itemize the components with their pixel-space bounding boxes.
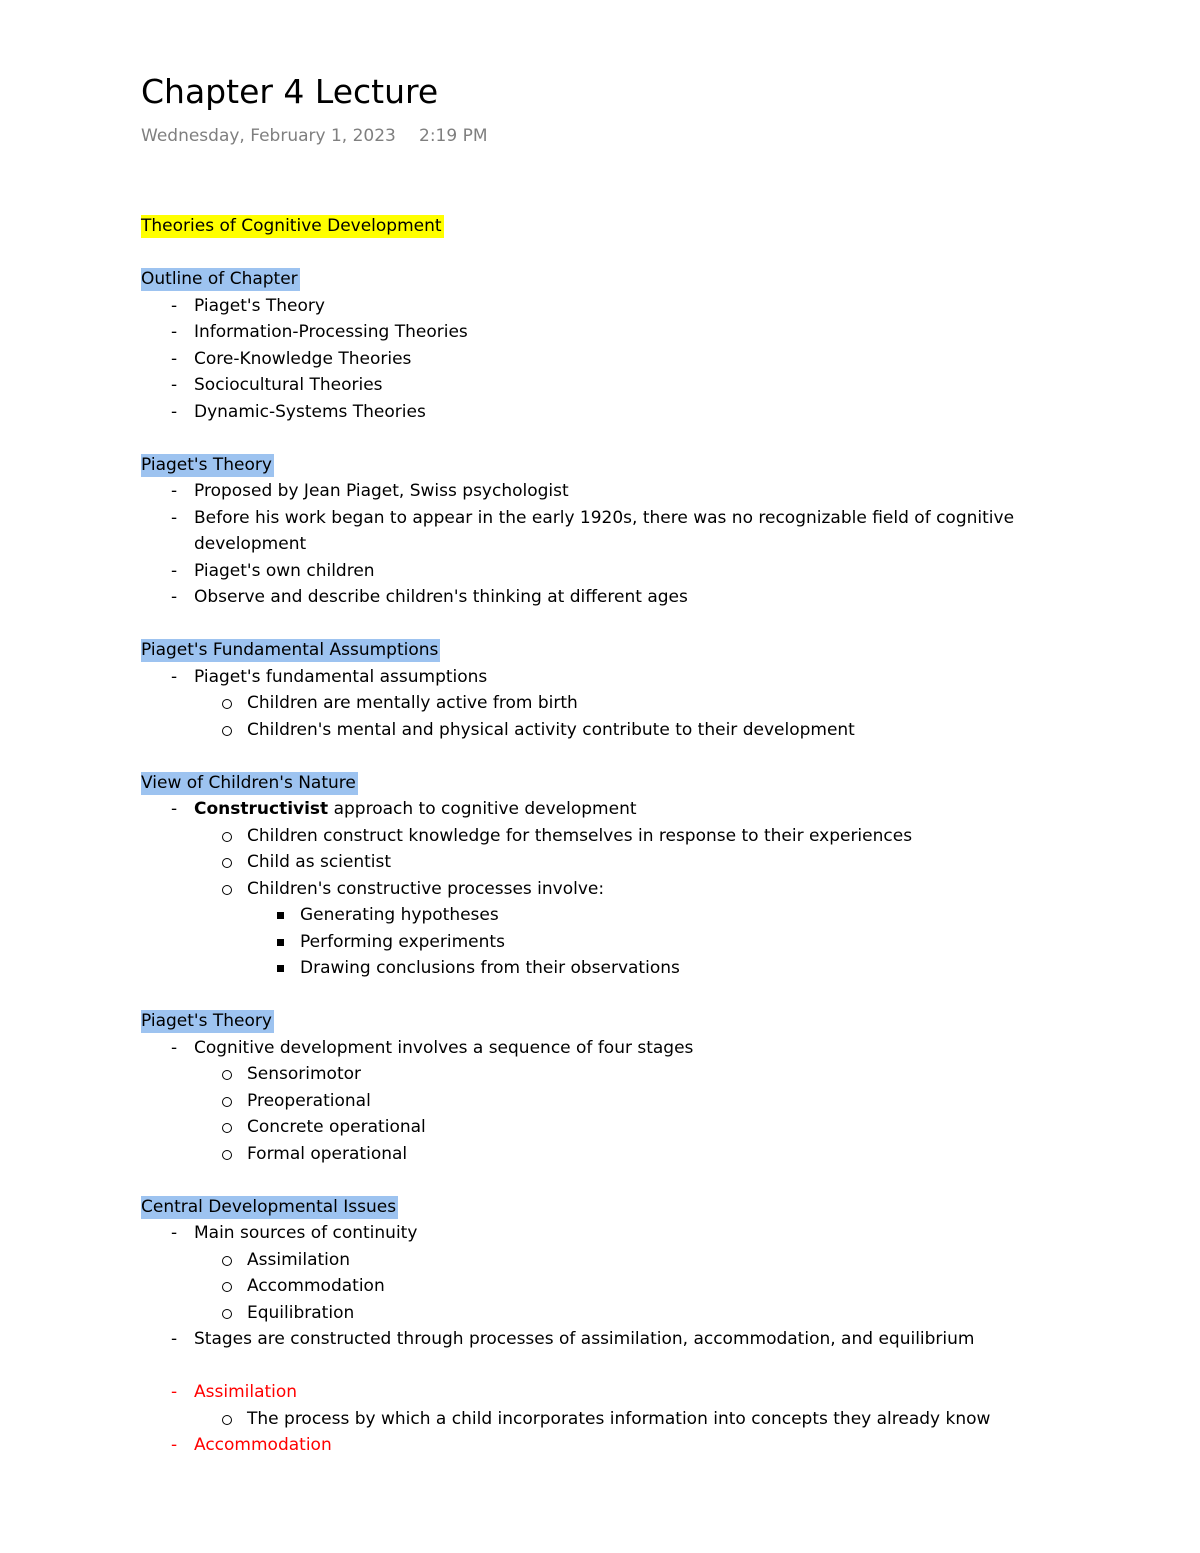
list-item-text: Sensorimotor: [247, 1064, 362, 1084]
list-item-text: Piaget's fundamental assumptions: [194, 666, 488, 687]
section-heading-theories: [141, 213, 1171, 240]
circle-bullet-icon: [222, 1150, 232, 1160]
list-item: [141, 346, 1171, 373]
sub-list-item: [141, 876, 1171, 903]
list-item: [141, 1035, 1171, 1062]
sub-sub-list-item: [141, 955, 1171, 982]
circle-bullet-icon: [222, 1070, 232, 1080]
list-item-text: Children's constructive processes involve:: [247, 878, 605, 899]
sub-list-item: [141, 690, 1171, 717]
section-heading-nature: [141, 770, 1171, 797]
circle-bullet-icon: [222, 726, 232, 736]
section-heading-piaget-theory: [141, 452, 1171, 479]
square-bullet-icon: [277, 965, 284, 972]
dash-marker: -: [171, 348, 178, 369]
sub-list-item: [141, 1114, 1171, 1141]
list-item-text: approach to cognitive development: [328, 799, 637, 819]
circle-bullet-icon: [222, 1282, 232, 1292]
spacer: [141, 1167, 1171, 1194]
dash-marker: -: [171, 560, 178, 581]
list-item: [141, 664, 1171, 691]
section-heading-piaget-stages: [141, 1008, 1171, 1035]
spacer: [141, 611, 1171, 638]
sub-list-item: [141, 849, 1171, 876]
page-time: 2:19 PM: [419, 126, 488, 146]
dash-marker: -: [171, 401, 178, 422]
list-item-text: Generating hypotheses: [300, 905, 499, 925]
heading-text: Theories of Cognitive Development: [141, 216, 442, 236]
heading-text: Piaget's Theory: [141, 1011, 272, 1031]
circle-bullet-icon: [222, 1415, 232, 1425]
list-item: [141, 505, 1171, 558]
definition-text: The process by which a child incorporates information into concepts they already know: [247, 1408, 991, 1429]
sub-list-item: [141, 1247, 1171, 1274]
sub-list-item: [141, 1273, 1171, 1300]
list-item-text: Before his work began to appear in the early 1920s, there was no recognizable field of cognitive development: [194, 507, 1015, 554]
circle-bullet-icon: [222, 699, 232, 709]
square-bullet-icon: [277, 912, 284, 919]
dash-marker: -: [171, 481, 178, 501]
list-item-text: Preoperational: [247, 1090, 371, 1111]
list-item-text: Main sources of continuity: [194, 1223, 418, 1243]
list-item-text: Information-Processing Theories: [194, 322, 468, 342]
heading-text: Outline of Chapter: [141, 269, 298, 289]
list-item: [141, 399, 1171, 426]
list-item-text: Children construct knowledge for themselves in response to their experiences: [247, 825, 913, 846]
list-item-text: Children are mentally active from birth: [247, 693, 578, 713]
section-heading-central-issues: [141, 1194, 1171, 1221]
sub-list-item: [141, 1406, 1171, 1433]
list-item-text: Stages are constructed through processes of assimilation, accommodation, and equilibrium: [194, 1329, 975, 1349]
section-heading-outline: [141, 266, 1171, 293]
sub-sub-list-item: [141, 929, 1171, 956]
circle-bullet-icon: [222, 885, 232, 895]
list-item-text: Core-Knowledge Theories: [194, 348, 412, 369]
list-item: [141, 478, 1171, 505]
central-issues-list: [141, 1220, 1171, 1353]
nature-list: [141, 796, 1171, 982]
list-item-text: Observe and describe children's thinking at different ages: [194, 587, 688, 607]
list-item-text: Cognitive development involves a sequence of four stages: [194, 1037, 694, 1058]
heading-text: Piaget's Fundamental Assumptions: [141, 640, 439, 660]
list-item: [141, 372, 1171, 399]
list-item-text: Children's mental and physical activity contribute to their development: [247, 719, 855, 740]
dash-marker: -: [171, 1435, 178, 1455]
spacer: [141, 743, 1171, 770]
list-item: [141, 293, 1171, 320]
dash-marker: -: [171, 507, 178, 528]
dash-marker: -: [171, 1223, 178, 1243]
heading-text: Piaget's Theory: [141, 454, 272, 475]
note-content: [141, 213, 1171, 1459]
list-item-red: [141, 1432, 1171, 1459]
stages-list: [141, 1035, 1171, 1168]
sub-list-item: [141, 1061, 1171, 1088]
list-item: [141, 796, 1171, 823]
dash-marker: -: [171, 1037, 178, 1058]
square-bullet-icon: [277, 939, 284, 946]
spacer: [141, 982, 1171, 1009]
circle-bullet-icon: [222, 1097, 232, 1107]
piaget-theory-list: [141, 478, 1171, 611]
sub-list-item: [141, 1088, 1171, 1115]
list-item-red: [141, 1379, 1171, 1406]
list-item: [141, 1220, 1171, 1247]
spacer: [141, 240, 1171, 267]
sub-list-item: [141, 1300, 1171, 1327]
assumptions-list: [141, 664, 1171, 744]
list-item-text: Equilibration: [247, 1302, 355, 1323]
list-item-text: Piaget's Theory: [194, 295, 325, 316]
list-item-text: Proposed by Jean Piaget, Swiss psychologist: [194, 481, 569, 501]
list-item: [141, 558, 1171, 585]
sub-list-item: [141, 1141, 1171, 1168]
dash-marker: -: [171, 375, 178, 395]
dash-marker: -: [171, 799, 178, 819]
page-date: Wednesday, February 1, 2023: [141, 126, 396, 146]
list-item-text: Formal operational: [247, 1143, 408, 1164]
list-item: [141, 1326, 1171, 1353]
circle-bullet-icon: [222, 858, 232, 868]
list-item: [141, 319, 1171, 346]
term-accommodation: Accommodation: [194, 1435, 332, 1455]
list-item-text: Sociocultural Theories: [194, 375, 383, 395]
list-item-text: Piaget's own children: [194, 560, 375, 581]
spacer: [141, 425, 1171, 452]
circle-bullet-icon: [222, 1256, 232, 1266]
term-assimilation: Assimilation: [194, 1382, 298, 1402]
dash-marker: -: [171, 587, 178, 607]
list-item-text: Accommodation: [247, 1276, 385, 1296]
heading-text: Central Developmental Issues: [141, 1196, 397, 1217]
heading-text: View of Children's Nature: [141, 772, 356, 793]
page-title: Chapter 4 Lecture: [141, 72, 439, 111]
bold-term: Constructivist: [194, 799, 329, 819]
list-item: [141, 584, 1171, 611]
circle-bullet-icon: [222, 1123, 232, 1133]
definitions-list: [141, 1379, 1171, 1459]
sub-list-item: [141, 823, 1171, 850]
sub-list-item: [141, 717, 1171, 744]
circle-bullet-icon: [222, 1309, 232, 1319]
list-item-text: Child as scientist: [247, 852, 392, 872]
outline-list: [141, 293, 1171, 426]
sub-sub-list-item: [141, 902, 1171, 929]
dash-marker: -: [171, 666, 178, 687]
list-item-text: Performing experiments: [300, 931, 505, 952]
circle-bullet-icon: [222, 832, 232, 842]
dash-marker: -: [171, 1382, 178, 1402]
dash-marker: -: [171, 322, 178, 342]
list-item-text: Concrete operational: [247, 1117, 426, 1137]
list-item-text: Dynamic-Systems Theories: [194, 401, 426, 422]
dash-marker: -: [171, 1329, 178, 1349]
dash-marker: -: [171, 295, 178, 316]
list-item-text: Assimilation: [247, 1249, 351, 1270]
section-heading-assumptions: [141, 637, 1171, 664]
spacer: [141, 1353, 1171, 1380]
list-item-text: Drawing conclusions from their observations: [300, 958, 680, 978]
